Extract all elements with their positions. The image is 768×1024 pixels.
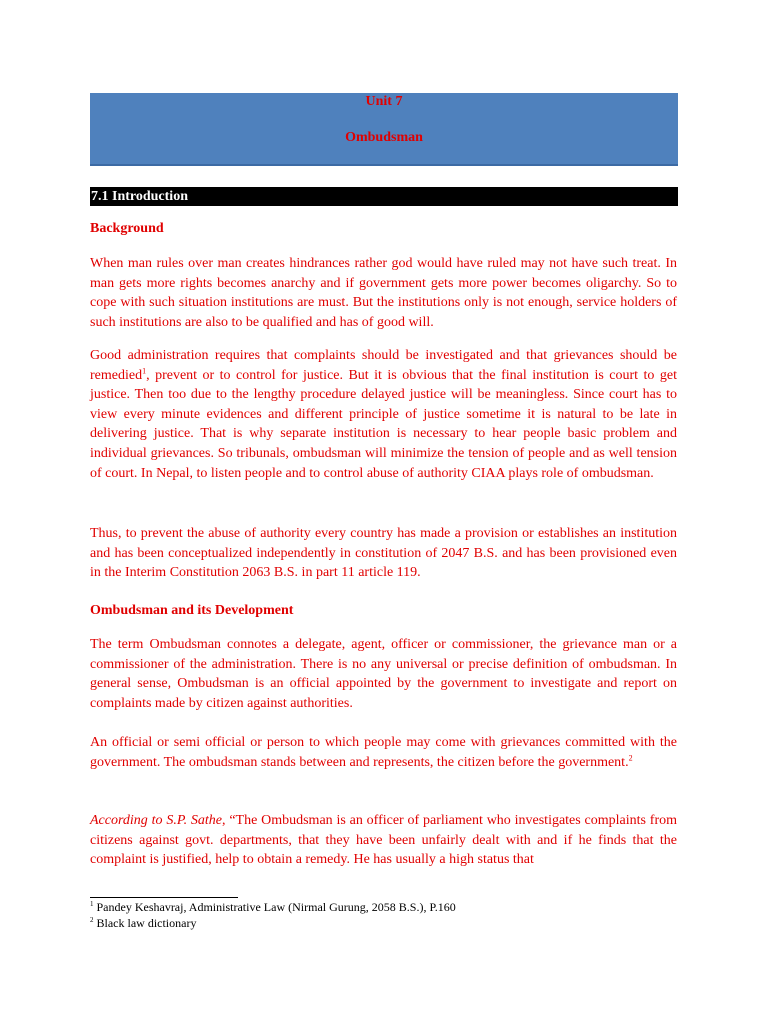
- footnote-number: 2: [90, 916, 94, 924]
- development-paragraph-2: [90, 733, 677, 772]
- footnote-ref-1[interactable]: 1: [142, 365, 147, 375]
- footnote-number: 1: [90, 900, 94, 908]
- footnote-text: Black law dictionary: [96, 916, 197, 930]
- development-paragraph-1: The term Ombudsman connotes a delegate, agent, officer or commissioner, the grievance man or a commissioner of the administration. There is no any universal or precise definition of ombudsman. In general sense, Ombudsman is an official appointed by the government to investigate and report on complaints made by citizen against authorities.: [90, 637, 677, 711]
- section-heading: 7.1 Introduction: [90, 187, 678, 206]
- background-paragraph-3: Thus, to prevent the abuse of authority every country has made a provision or establishes an institution and has been conceptualized independently in constitution of 2047 B.S. and has been provisioned even in the Interim Constitution 2063 B.S. in part 11 article 119.: [90, 526, 677, 581]
- development-heading: Ombudsman and its Development: [90, 603, 294, 618]
- footnote-2: [90, 916, 196, 930]
- background-paragraph-1: When man rules over man creates hindrances rather god would have ruled may not have such treat. In man gets more rights becomes anarchy and if government gets more power becomes oligarchy. So to cope with such situation institutions are must. But the institutions only is not enough, service holders of such institutions are also to be qualified and has of good will.: [90, 256, 677, 330]
- paragraph-text: An official or semi official or person to which people may come with grievances committed with the government. The ombudsman stands between and represents, the citizen before the government.: [90, 735, 677, 770]
- paragraph-text: , prevent or to control for justice. But it is obvious that the final institution is court to get justice. Then too due to the lengthy procedure delayed justice will be meaningless. Since court has to view every minute evidences and different principle of justice sometime it is natural to be late in delivering justice. That is why separate institution is necessary to hear people basic problem and individual grievances. So tribunals, ombudsman will minimize the tension of people and as well tension of court. In Nepal, to listen people and to control abuse of authority CIAA plays role of ombudsman.: [90, 367, 677, 481]
- unit-banner: [90, 93, 678, 166]
- unit-title: Ombudsman: [345, 130, 423, 145]
- footnote-separator: [90, 897, 238, 898]
- footnote-1: [90, 900, 456, 914]
- background-heading: Background: [90, 221, 164, 236]
- development-paragraph-3: [90, 811, 677, 870]
- footnote-ref-2[interactable]: 2: [628, 752, 633, 762]
- paragraph-text: Good administration requires that complaints should be investigated and that grievances should be remedied: [90, 348, 677, 383]
- quote-attribution: According to S.P. Sathe: [90, 813, 222, 828]
- quote-text: , “The Ombudsman is an officer of parliament who investigates complaints from citizens against govt. departments, that they have been unfairly dealt with and if he finds that the complaint is justified, help to obtain a remedy. He has usually a high status that: [90, 813, 678, 868]
- unit-number: Unit 7: [365, 94, 403, 109]
- background-paragraph-2: [90, 346, 677, 483]
- footnote-text: Pandey Keshavraj, Administrative Law (Nirmal Gurung, 2058 B.S.), P.160: [96, 900, 456, 914]
